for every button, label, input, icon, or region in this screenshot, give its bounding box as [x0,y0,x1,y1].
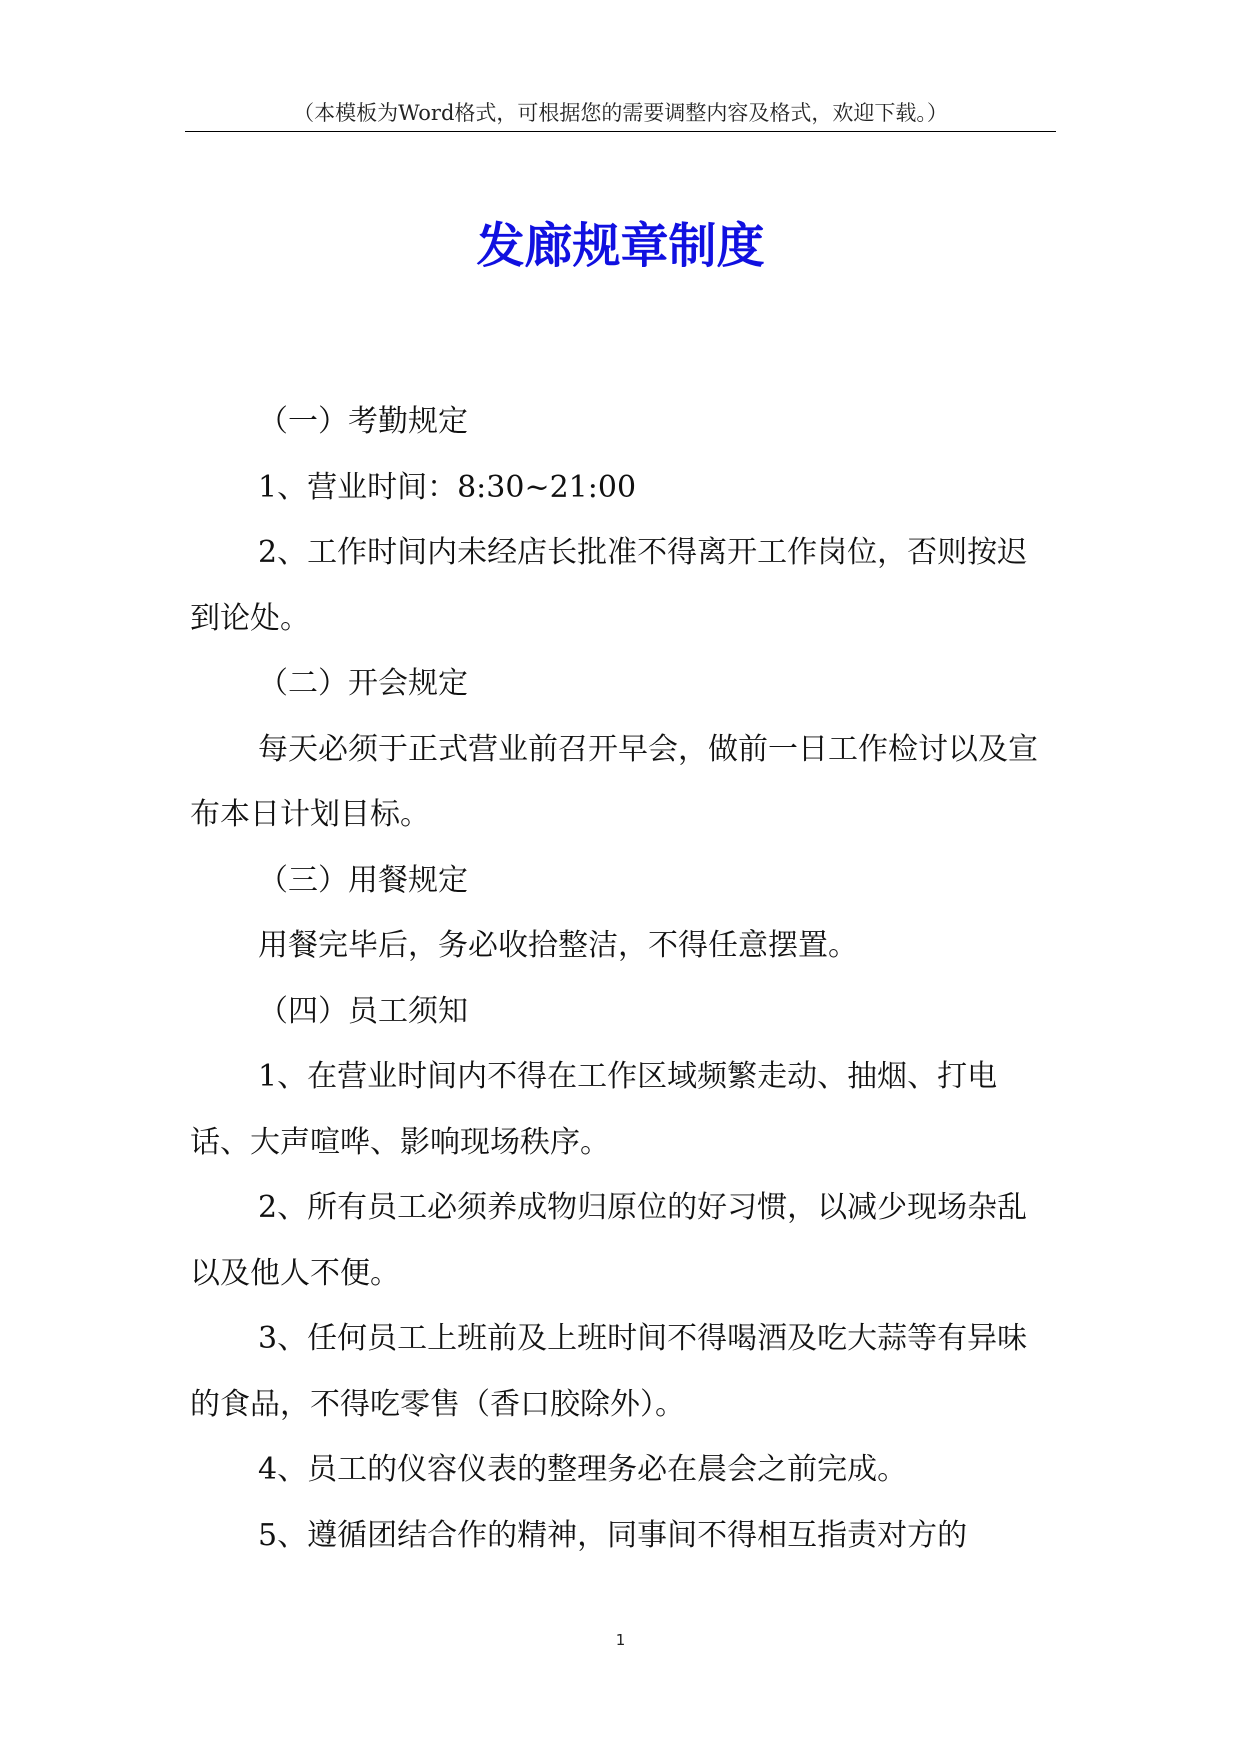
staff-rule-5: 5、遵循团结合作的精神，同事间不得相互指责对方的 [258,1517,968,1553]
meeting-rule: 每天必须于正式营业前召开早会，做前一日工作检讨以及宣布本日计划目标。 [190,731,1038,832]
staff-rule-3: 3、任何员工上班前及上班时间不得喝酒及吃大蒜等有异味的食品，不得吃零售（香口胶除外）。 [190,1321,1028,1422]
section-heading-staff-notice: （四）员工须知 [258,993,468,1029]
staff-rule-4: 4、员工的仪容仪表的整理务必在晨会之前完成。 [258,1452,908,1487]
header-note: （本模板为Word格式，可根据您的需要调整内容及格式，欢迎下载。） [293,101,948,125]
header-divider [185,131,1056,132]
section-heading-meals: （三）用餐规定 [258,862,468,898]
section-heading-attendance: （一）考勤规定 [258,404,468,439]
attendance-rule-2: 2、工作时间内未经店长批准不得离开工作岗位，否则按迟到论处。 [190,535,1028,636]
meal-rule: 用餐完毕后，务必收拾整洁，不得任意摆置。 [258,928,858,963]
staff-rule-1: 1、在营业时间内不得在工作区域频繁走动、抽烟、打电话、大声喧哗、影响现场秩序。 [190,1059,998,1160]
document-title: 发廊规章制度 [476,218,765,274]
page-number: 1 [615,1631,626,1649]
document-body [190,389,1054,1568]
staff-rule-2: 2、所有员工必须养成物归原位的好习惯，以减少现场杂乱以及他人不便。 [190,1190,1028,1291]
attendance-rule-1: 1、营业时间：8:30~21:00 [258,469,637,505]
section-heading-meetings: （二）开会规定 [258,666,468,701]
